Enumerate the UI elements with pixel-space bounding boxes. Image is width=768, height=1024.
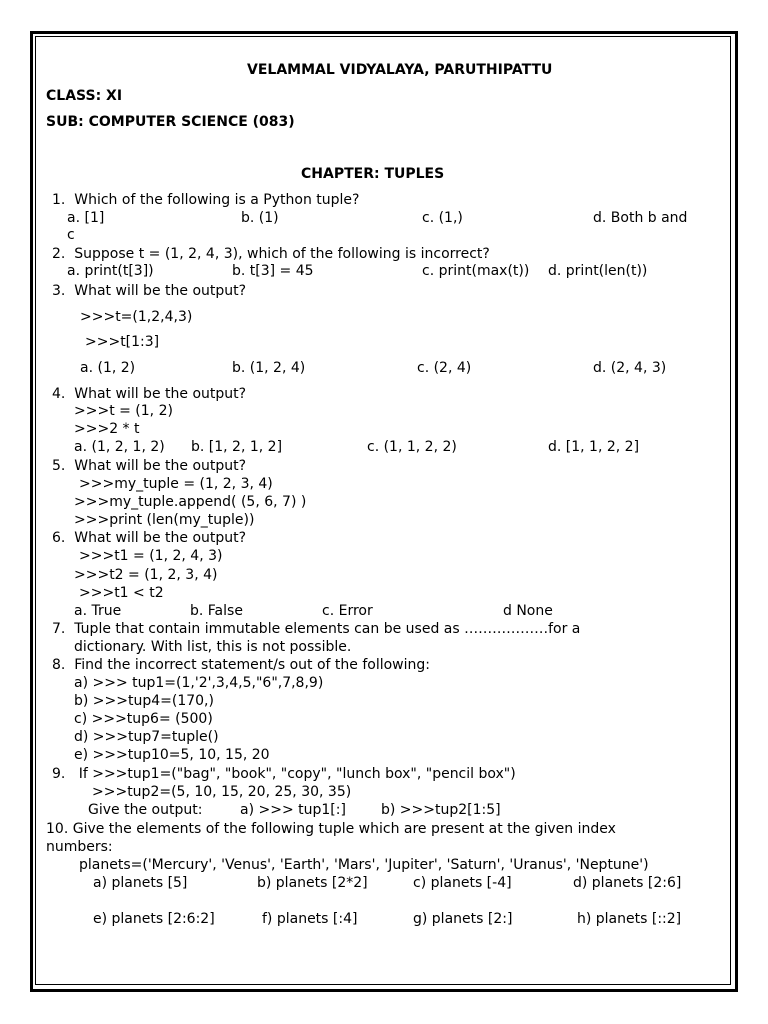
q6-code-3: >>>t1 < t2 [79,585,164,601]
question-8: 8. Find the incorrect statement/s out of the following: [52,657,430,673]
chapter-title: CHAPTER: TUPLES [301,166,445,182]
question-6: 6. What will be the output? [52,530,247,546]
q4-option-b: b. [1, 2, 1, 2] [191,439,283,455]
question-7-line-1: 7. Tuple that contain immutable elements can be used as ………………for a [52,621,581,637]
q4-option-d: d. [1, 1, 2, 2] [548,439,640,455]
q10-part-h: h) planets [::2] [577,911,682,927]
q3-option-b: b. (1, 2, 4) [232,360,306,376]
q8-statement-d: d) >>>tup7=tuple() [74,729,219,745]
q2-option-c: c. print(max(t)) [422,263,530,279]
q5-code-2: >>>my_tuple.append( (5, 6, 7) ) [74,494,307,510]
q10-part-g: g) planets [2:] [413,911,513,927]
q10-part-a: a) planets [5] [93,875,188,891]
q9-part-a: a) >>> tup1[:] [240,802,346,818]
q2-option-d: d. print(len(t)) [548,263,648,279]
q2-option-a: a. print(t[3]) [67,263,154,279]
q1-option-a: a. [1] [67,210,105,226]
q4-code-2: >>>2 * t [74,421,140,437]
q8-statement-c: c) >>>tup6= (500) [74,711,213,727]
question-9-line-2: >>>tup2=(5, 10, 15, 20, 25, 30, 35) [92,784,352,800]
q1-option-b: b. (1) [241,210,279,226]
question-10-line-2: numbers: [46,839,113,855]
class-line: CLASS: XI [46,88,123,104]
q3-option-d: d. (2, 4, 3) [593,360,667,376]
q2-option-b: b. t[3] = 45 [232,263,314,279]
question-7-line-2: dictionary. With list, this is not possible. [74,639,352,655]
q8-statement-b: b) >>>tup4=(170,) [74,693,214,709]
q8-statement-a: a) >>> tup1=(1,'2',3,4,5,"6",7,8,9) [74,675,324,691]
question-3: 3. What will be the output? [52,283,247,299]
school-name: VELAMMAL VIDYALAYA, PARUTHIPATTU [247,62,553,78]
q6-option-c: c. Error [322,603,373,619]
q4-option-a: a. (1, 2, 1, 2) [74,439,165,455]
question-2: 2. Suppose t = (1, 2, 4, 3), which of the following is incorrect? [52,246,490,262]
q1-option-d-cont: c [67,227,75,243]
q9-part-b: b) >>>tup2[1:5] [381,802,501,818]
q1-option-c: c. (1,) [422,210,463,226]
subject-line: SUB: COMPUTER SCIENCE (083) [46,114,295,130]
q3-code-1: >>>t=(1,2,4,3) [80,309,193,325]
q10-part-c: c) planets [-4] [413,875,512,891]
q8-statement-e: e) >>>tup10=5, 10, 15, 20 [74,747,270,763]
q10-part-e: e) planets [2:6:2] [93,911,215,927]
question-10-line-1: 10. Give the elements of the following tuple which are present at the given index [46,821,616,837]
q5-code-3: >>>print (len(my_tuple)) [74,512,255,528]
q10-part-f: f) planets [:4] [262,911,358,927]
question-1: 1. Which of the following is a Python tuple? [52,192,360,208]
q3-code-2: >>>t[1:3] [85,334,160,350]
q6-option-b: b. False [190,603,243,619]
question-4: 4. What will be the output? [52,386,247,402]
q10-part-b: b) planets [2*2] [257,875,368,891]
q6-option-a: a. True [74,603,122,619]
q5-code-1: >>>my_tuple = (1, 2, 3, 4) [79,476,273,492]
q6-code-1: >>>t1 = (1, 2, 4, 3) [79,548,223,564]
q1-option-d: d. Both b and [593,210,688,226]
q6-option-d: d None [503,603,553,619]
question-9-line-1: 9. If >>>tup1=("bag", "book", "copy", "lunch box", "pencil box") [52,766,516,782]
q4-code-1: >>>t = (1, 2) [74,403,173,419]
q10-planets-tuple: planets=('Mercury', 'Venus', 'Earth', 'Mars', 'Jupiter', 'Saturn', 'Uranus', 'Neptune') [79,857,649,873]
q6-code-2: >>>t2 = (1, 2, 3, 4) [74,567,218,583]
q10-part-d: d) planets [2:6] [573,875,682,891]
q3-option-c: c. (2, 4) [417,360,472,376]
q9-give-output: Give the output: [88,802,203,818]
q3-option-a: a. (1, 2) [80,360,136,376]
q4-option-c: c. (1, 1, 2, 2) [367,439,457,455]
question-5: 5. What will be the output? [52,458,247,474]
